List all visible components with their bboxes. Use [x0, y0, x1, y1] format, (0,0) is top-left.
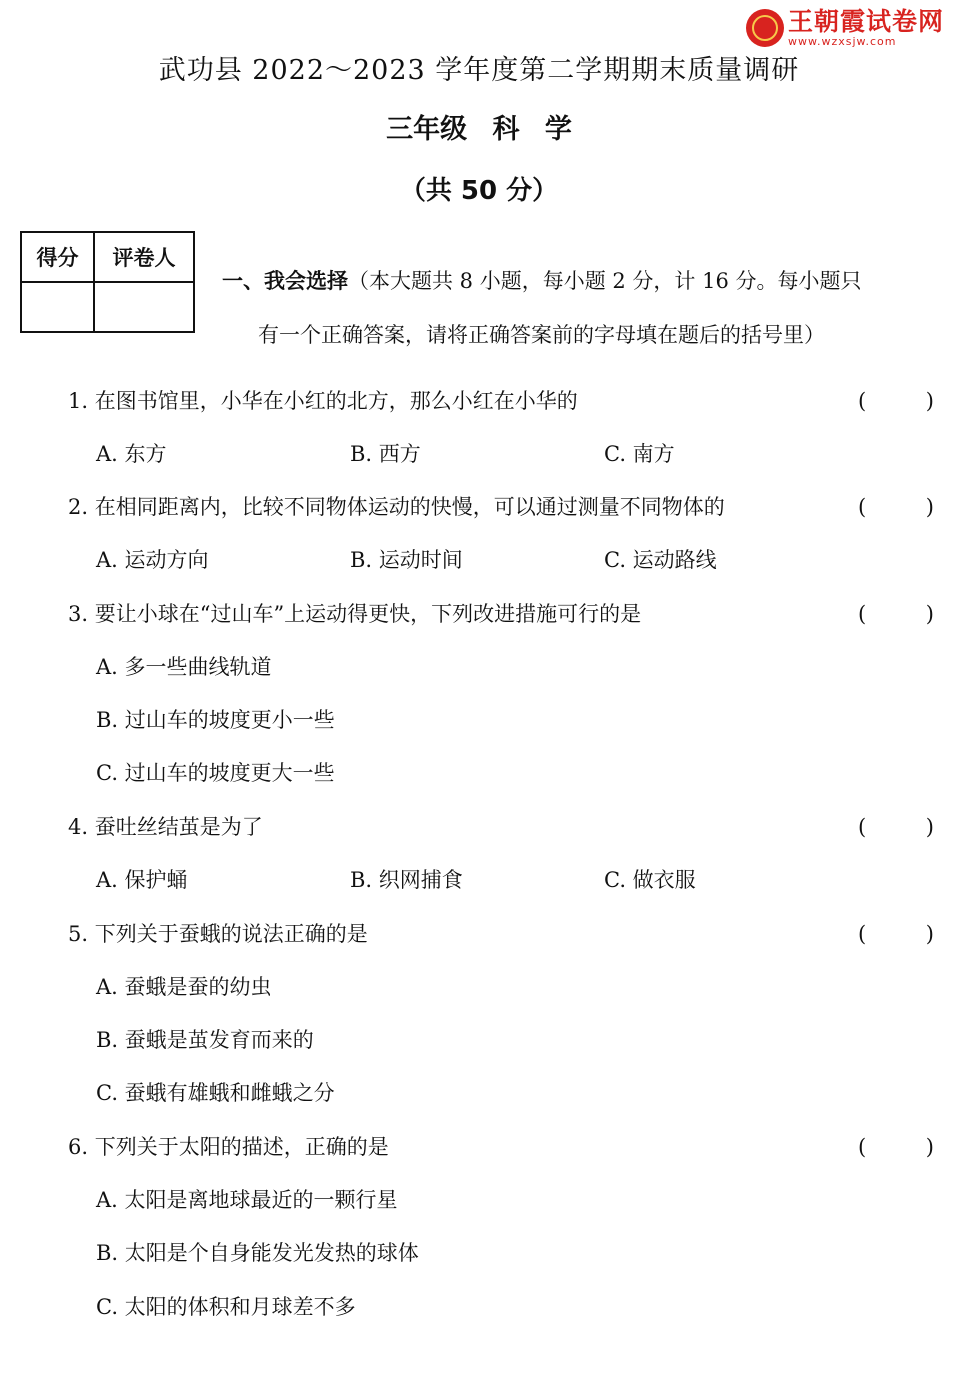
question-stem: 2. 在相同距离内，比较不同物体运动的快慢，可以通过测量不同物体的 [68, 495, 725, 519]
option: B. 西方 [350, 442, 421, 466]
option: B. 太阳是个自身能发光发热的球体 [96, 1241, 419, 1265]
section-label: 一、我会选择 [222, 269, 348, 293]
question-stem: 4. 蚕吐丝结茧是为了 [68, 815, 263, 839]
answer-blank: ( ) [858, 495, 934, 519]
option: A. 运动方向 [96, 548, 209, 572]
answer-blank: ( ) [858, 602, 934, 626]
brand-url: www.wzxsjw.com [787, 35, 897, 48]
option: B. 蚕蛾是茧发育而来的 [96, 1028, 314, 1052]
option: A. 多一些曲线轨道 [96, 655, 272, 679]
answer-blank: ( ) [858, 815, 934, 839]
option: A. 蚕蛾是蚕的幼虫 [96, 975, 272, 999]
option: C. 做衣服 [604, 868, 696, 892]
exam-title: 武功县 2022～2023 学年度第二学期期末质量调研 [158, 55, 800, 86]
seal-icon [746, 9, 784, 47]
option: B. 织网捕食 [350, 868, 463, 892]
option: A. 东方 [96, 442, 167, 466]
brand-name: 王朝霞试卷网 [787, 7, 944, 36]
option: C. 过山车的坡度更大一些 [96, 761, 335, 785]
option: C. 太阳的体积和月球差不多 [96, 1295, 356, 1319]
option: A. 太阳是离地球最近的一颗行星 [96, 1188, 398, 1212]
option: C. 南方 [604, 442, 675, 466]
exam-total-score: （共 50 分） [399, 176, 559, 206]
option: B. 过山车的坡度更小一些 [96, 708, 335, 732]
option: C. 运动路线 [604, 548, 717, 572]
score-cell [21, 282, 94, 332]
score-header: 得分 [21, 232, 94, 282]
score-table [20, 231, 195, 333]
exam-subtitle: 三年级 科 学 [386, 114, 572, 145]
question-stem: 1. 在图书馆里，小华在小红的北方，那么小红在小华的 [68, 389, 578, 413]
section-note-1: （本大题共 8 小题，每小题 2 分，计 16 分。每小题只 [348, 269, 862, 293]
section-note-2: 有一个正确答案，请将正确答案前的字母填在题后的括号里） [258, 323, 825, 347]
answer-blank: ( ) [858, 389, 934, 413]
answer-blank: ( ) [858, 922, 934, 946]
grader-header: 评卷人 [94, 232, 194, 282]
section-heading [222, 264, 938, 298]
option: C. 蚕蛾有雄蛾和雌蛾之分 [96, 1081, 335, 1105]
option: A. 保护蛹 [96, 868, 188, 892]
option: B. 运动时间 [350, 548, 463, 572]
answer-blank: ( ) [858, 1135, 934, 1159]
question-stem: 6. 下列关于太阳的描述，正确的是 [68, 1135, 389, 1159]
brand-logo [746, 8, 944, 48]
question-stem: 3. 要让小球在“过山车”上运动得更快，下列改进措施可行的是 [68, 602, 642, 626]
grader-cell [94, 282, 194, 332]
question-stem: 5. 下列关于蚕蛾的说法正确的是 [68, 922, 368, 946]
